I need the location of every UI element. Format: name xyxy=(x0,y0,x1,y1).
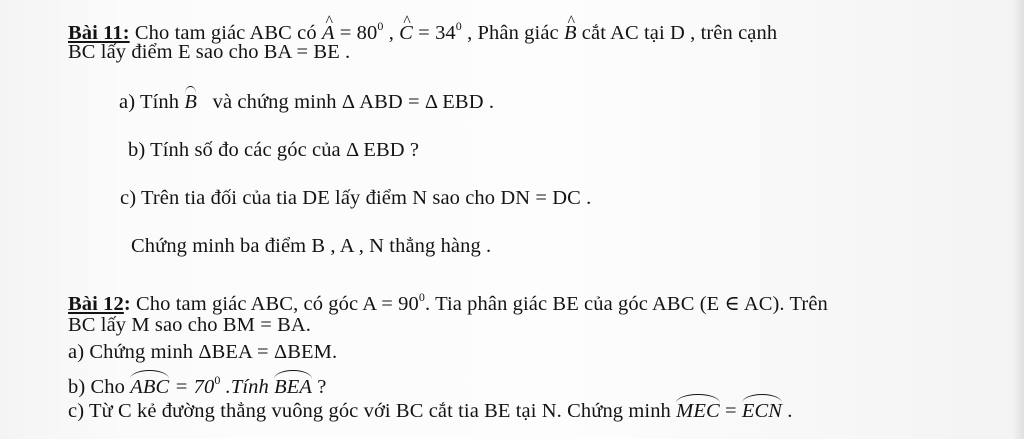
angle-abc-value: = 70 xyxy=(169,376,215,398)
bai11-line2: BC lấy điểm E sao cho BA = BE . xyxy=(68,41,351,63)
bai12-heading-colon: : xyxy=(123,293,131,315)
angle-c-hat: ^ C xyxy=(399,21,413,45)
bai11-heading: Bài 11: xyxy=(68,22,130,44)
bai12-heading: Bài 12 xyxy=(68,293,124,315)
part-c-start: c) Từ C kẻ đường thẳng vuông góc với BC cắt tia BE tại N. Chứng minh xyxy=(68,400,677,422)
bai11-line1-start: Cho tam giác ABC có xyxy=(134,22,322,44)
page-edge-shadow xyxy=(1012,0,1024,439)
bai11-part-c: c) Trên tia đối của tia DE lấy điểm N sao cho DN = DC . xyxy=(120,187,592,209)
bai12-part-b xyxy=(68,368,326,399)
bai11-part-c-continued: Chứng minh ba điểm B , A , N thẳng hàng . xyxy=(131,235,492,257)
degree-mark: 0 xyxy=(377,19,384,33)
degree-mark: 0 xyxy=(455,19,462,33)
bai11-part-a xyxy=(119,88,494,114)
bai12-line1-end: . Tia phân giác BE của góc ABC (E ∈ AC). Trên xyxy=(424,293,828,315)
part-c-end: . xyxy=(782,400,793,422)
part-a-label: a) Tính xyxy=(119,91,185,113)
bai12-part-a: a) Chứng minh ΔBEA = ΔBEM. xyxy=(68,341,338,363)
angle-ecn-arc: ECN xyxy=(742,397,782,423)
separator: , xyxy=(383,22,400,44)
equals-sign: = xyxy=(719,400,742,422)
angle-b-arc: B xyxy=(184,88,197,114)
bai11-line1-mid: , Phân giác xyxy=(461,22,564,44)
angle-bea-arc: BEA xyxy=(274,373,312,399)
bai12-line2: BC lấy M sao cho BM = BA. xyxy=(68,314,311,336)
degree-mark: 0 xyxy=(418,290,425,304)
part-a-rest: và chứng minh Δ ABD = Δ EBD . xyxy=(212,91,495,113)
angle-a-value: = 80 xyxy=(334,22,378,44)
part-b-end: ? xyxy=(311,376,327,398)
part-b-start: b) Cho xyxy=(68,376,131,398)
bai12-part-c xyxy=(68,397,792,423)
angle-abc-arc: ABC xyxy=(130,373,169,399)
part-b-tinh: .Tính xyxy=(220,376,275,398)
angle-a-hat: ^ A xyxy=(322,21,335,45)
angle-c-value: = 34 xyxy=(412,22,456,44)
angle-b-hat: ^ B xyxy=(564,21,577,45)
degree-mark: 0 xyxy=(214,373,221,387)
bai11-part-b: b) Tính số đo các góc của Δ EBD ? xyxy=(128,139,420,161)
bai12-line1-start: Cho tam giác ABC, có góc A = 90 xyxy=(130,293,419,315)
angle-mec-arc: MEC xyxy=(676,397,720,423)
bai11-line1-end: cắt AC tại D , trên cạnh xyxy=(576,22,778,44)
bai12-line1 xyxy=(68,285,828,316)
